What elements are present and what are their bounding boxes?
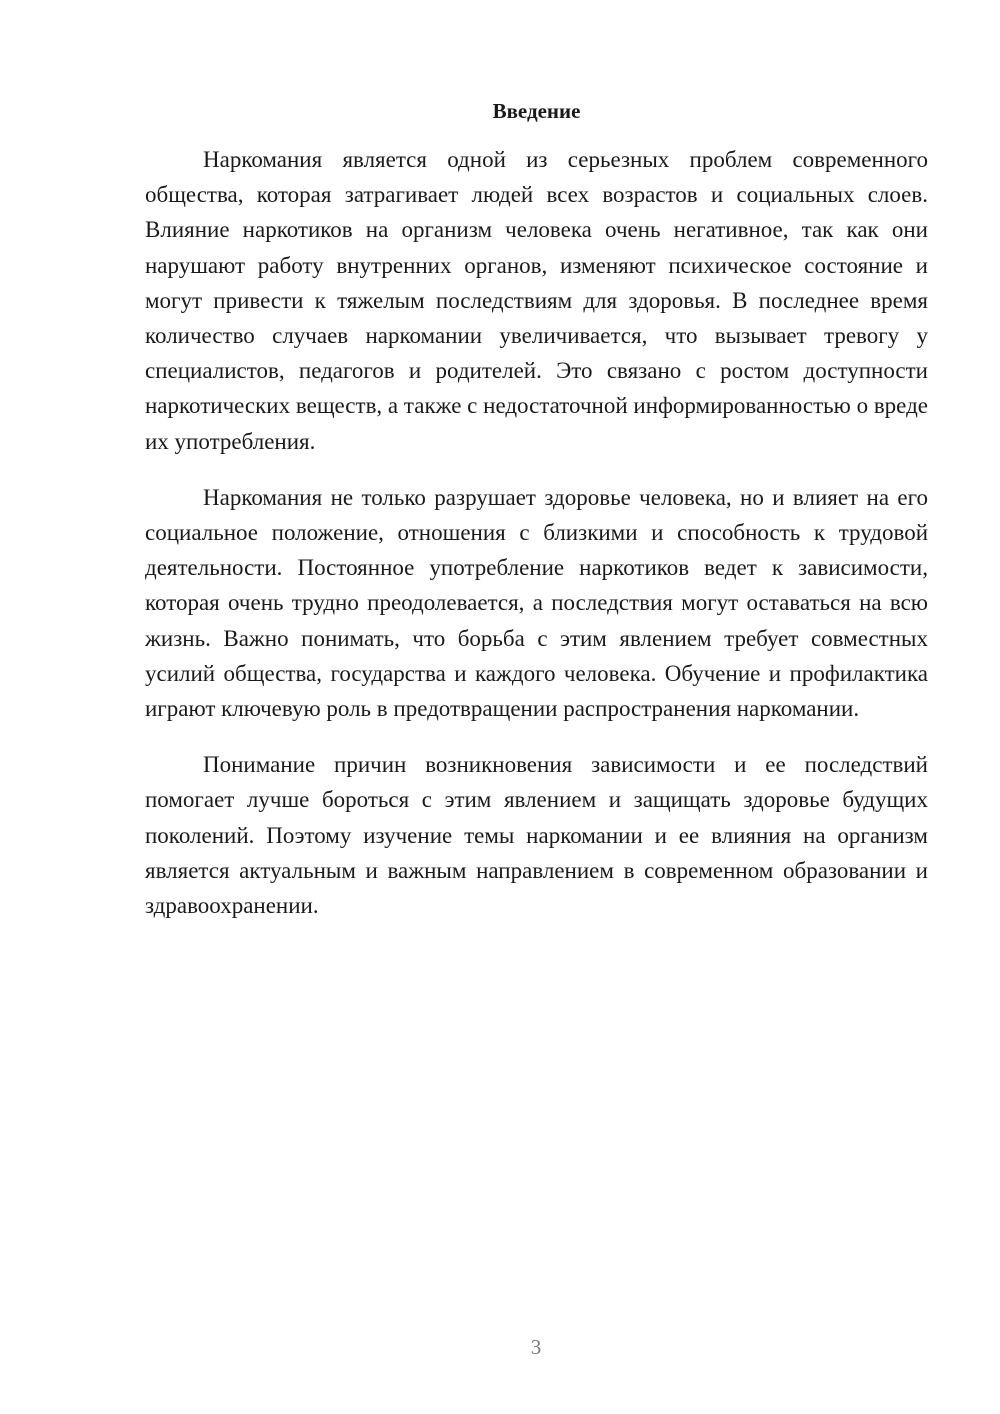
section-heading: Введение bbox=[492, 99, 581, 123]
paragraph-3: Понимание причин возникновения зависимости и ее последствий помогает лучше бороться с этим явлением и защищать здоровье будущих поколений. Поэтому изучение темы наркомании и ее влияния на организм является актуальным и важным направлением в современном образовании и здравоохранении. bbox=[145, 752, 928, 919]
paragraph-2: Наркомания не только разрушает здоровье человека, но и влияет на его социальное положение, отношения с близкими и способность к трудовой деятельности. Постоянное употребление наркотиков ведет к зависимости, которая очень трудно преодолевается, а последствия могут оставаться на всю жизнь. Важно понимать, что борьба с этим явлением требует совместных усилий общества, государства и каждого человека. Обучение и профилактика играют ключевую роль в предотвращении распространения наркомании. bbox=[145, 484, 928, 722]
paragraph-1: Наркомания является одной из серьезных проблем современного общества, которая затрагивает людей всех возрастов и социальных слоев. Влияние наркотиков на организм человека очень негативное, так как они нарушают работу внутренних органов, изменяют психическое состояние и могут привести к тяжелым последствиям для здоровья. В последнее время количество случаев наркомании увеличивается, что вызывает тревогу у специалистов, педагогов и родителей. Это связано с ростом доступности наркотических веществ, а также с недостаточной информированностью о вреде их употребления. bbox=[145, 147, 928, 454]
page-number: 3 bbox=[530, 1335, 542, 1359]
body-text bbox=[145, 142, 928, 944]
